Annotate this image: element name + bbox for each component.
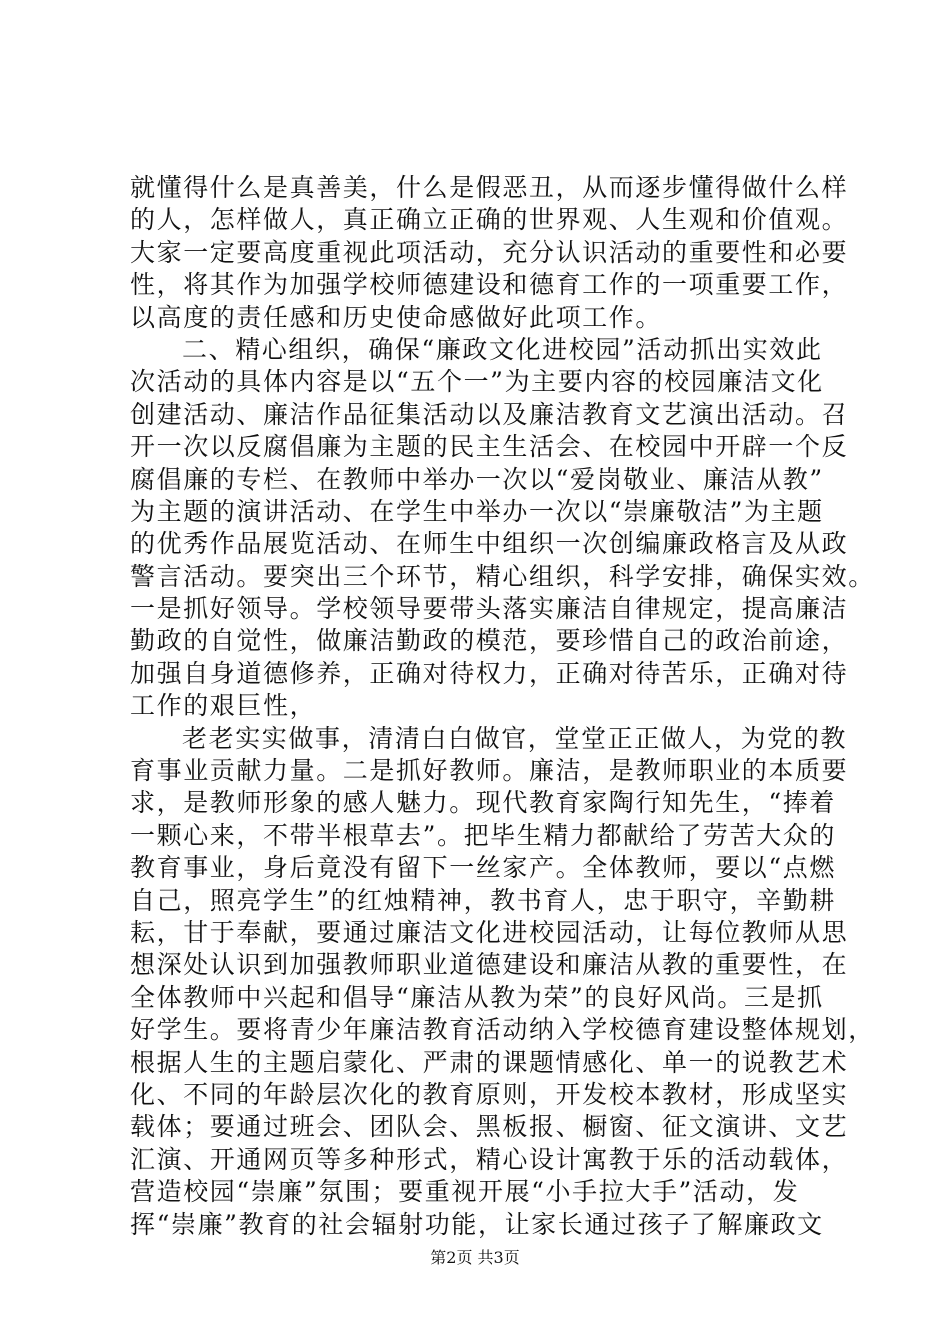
text-line: 加强自身道德修养，正确对待权力，正确对待苦乐，正确对待 xyxy=(130,658,849,688)
text-line: 二、精心组织，确保“廉政文化进校园”活动抓出实效此 xyxy=(182,334,823,364)
text-line: 育事业贡献力量。二是抓好教师。廉洁，是教师职业的本质要 xyxy=(130,756,849,786)
text-line: 以高度的责任感和历史使命感做好此项工作。 xyxy=(130,302,663,332)
text-line: 大家一定要高度重视此项活动，充分认识活动的重要性和必要 xyxy=(130,237,849,267)
text-line: 工作的艰巨性， xyxy=(130,691,317,721)
text-line: 求，是教师形象的感人魅力。现代教育家陶行知先生，“捧着 xyxy=(130,788,836,818)
text-line: 就懂得什么是真善美，什么是假恶丑，从而逐步懂得做什么样 xyxy=(130,173,849,202)
text-line: 自己，照亮学生”的红烛精神，教书育人，忠于职守，辛勤耕 xyxy=(130,885,836,915)
text-line: 化、不同的年龄层次化的教育原则，开发校本教材，形成坚实 xyxy=(130,1079,849,1109)
text-line: 挥“崇廉”教育的社会辐射功能，让家长通过孩子了解廉政文 xyxy=(130,1209,824,1239)
text-line: 的优秀作品展览活动、在师生中组织一次创编廉政格言及从政 xyxy=(130,529,849,559)
text-line: 耘，甘于奉献，要通过廉洁文化进校园活动，让每位教师从思 xyxy=(130,917,849,947)
text-line: 汇演、开通网页等多种形式，精心设计寓教于乐的活动载体， xyxy=(130,1144,849,1174)
text-line: 开一次以反腐倡廉为主题的民主生活会、在校园中开辟一个反 xyxy=(130,432,849,462)
paragraph xyxy=(130,334,875,723)
text-line: 次活动的具体内容是以“五个一”为主要内容的校园廉洁文化 xyxy=(130,367,824,397)
text-line: 腐倡廉的专栏、在教师中举办一次以“爱岗敬业、廉洁从教” xyxy=(130,464,824,494)
text-line: 载体；要通过班会、团队会、黑板报、橱窗、征文演讲、文艺 xyxy=(130,1112,849,1142)
paragraph xyxy=(130,723,875,1241)
text-line: 全体教师中兴起和倡导“廉洁从教为荣”的良好风尚。三是抓 xyxy=(130,982,824,1012)
text-line: 为主题的演讲活动、在学生中举办一次以“崇廉敬洁”为主题 xyxy=(130,496,824,526)
text-line: 营造校园“崇廉”氛围；要重视开展“小手拉大手”活动，发 xyxy=(130,1177,800,1207)
document-body xyxy=(130,172,875,1241)
text-line: 好学生。要将青少年廉洁教育活动纳入学校德育建设整体规划， xyxy=(130,1015,875,1045)
text-line: 一颗心来，不带半根草去”。把毕生精力都献给了劳苦大众的 xyxy=(130,820,836,850)
text-line: 的人，怎样做人，真正确立正确的世界观、人生观和价值观。 xyxy=(130,205,849,235)
text-line: 根据人生的主题启蒙化、严肃的课题情感化、单一的说教艺术 xyxy=(130,1047,849,1077)
text-line: 性，将其作为加强学校师德建设和德育工作的一项重要工作， xyxy=(130,270,849,300)
text-line: 一是抓好领导。学校领导要带头落实廉洁自律规定，提高廉洁 xyxy=(130,594,849,624)
text-line: 老老实实做事，清清白白做官，堂堂正正做人，为党的教 xyxy=(182,723,848,753)
text-line: 警言活动。要突出三个环节，精心组织，科学安排，确保实效。 xyxy=(130,561,875,591)
page-footer: 第2页 共3页 xyxy=(430,1248,520,1267)
text-line: 创建活动、廉洁作品征集活动以及廉洁教育文艺演出活动。召 xyxy=(130,399,849,429)
text-line: 想深处认识到加强教师职业道德建设和廉洁从教的重要性，在 xyxy=(130,950,849,980)
text-line: 教育事业，身后竟没有留下一丝家产。全体教师，要以“点燃 xyxy=(130,853,836,883)
text-line: 勤政的自觉性，做廉洁勤政的模范，要珍惜自己的政治前途， xyxy=(130,626,849,656)
paragraph xyxy=(130,172,849,334)
